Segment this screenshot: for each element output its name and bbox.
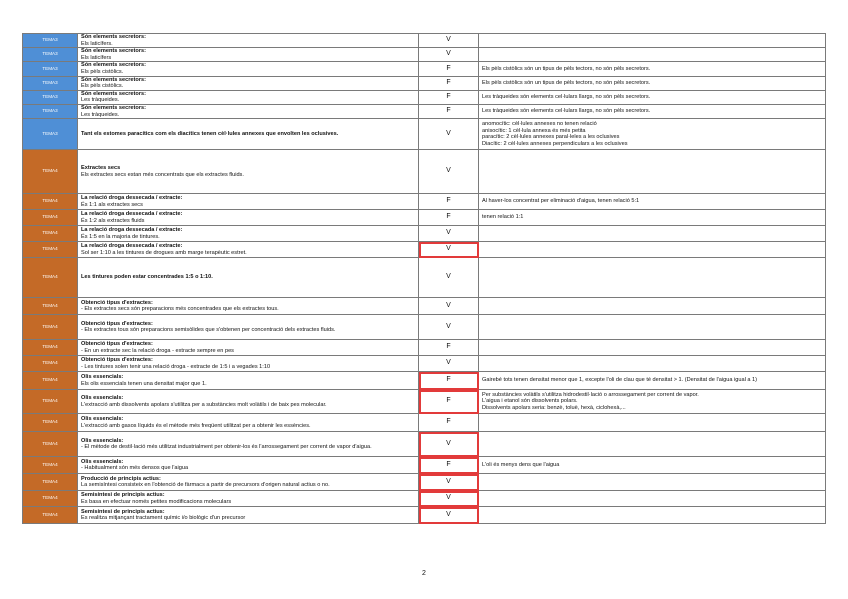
question-text: Els extractes secs estan més concentrats que els extractes fluids. [81,171,244,178]
answer-cell: F [419,414,479,432]
table-row [23,258,826,298]
explanation-cell [479,258,826,298]
answer-cell-highlighted: V [419,242,479,258]
explanation-cell [479,194,826,210]
question-heading: Obtenció tipus d'extractes: [81,299,153,306]
answer-cell: V [419,298,479,315]
question-cell [78,210,419,226]
explanation-cell [479,372,826,390]
topic-tag: TEMA4 [23,226,78,242]
table-row [23,34,826,48]
topic-tag: TEMA4 [23,432,78,457]
explanation-text: Les tràqueides són elements cel·lulars llargs, no són pèls secretors. [482,94,651,101]
table-row [23,62,826,76]
answer-cell: V [419,34,479,48]
question-cell [78,390,419,414]
question-cell [78,258,419,298]
answer-cell: V [419,356,479,372]
explanation-cell [479,150,826,194]
topic-tag: TEMA3 [23,104,78,118]
table-row [23,226,826,242]
explanation-text: L'aigua i etanol són dissolvents polars. [482,398,578,405]
question-text: Es realitza mitjançant tractament químic i/o biològic d'un precursor [81,515,246,522]
explanation-text: Per substàncies volàtils s'utilitza hidrodestil·lació o arrossegament per corrent de vapor. [482,391,699,398]
topic-tag: TEMA4 [23,414,78,432]
answer-cell: F [419,62,479,76]
explanation-text: anisocític: 1 cèl·lula annexa és més petita [482,127,586,134]
table-row [23,491,826,507]
question-heading: Semisíntesi de principis actius: [81,508,165,515]
explanation-cell [479,457,826,474]
explanation-text: paracític: 2 cèl·lules annexes paral·leles a les oclusives [482,134,620,141]
topic-tag: TEMA4 [23,298,78,315]
explanation-text: Les tràqueides són elements cel·lulars llargs, no són pèls secretors. [482,108,651,115]
question-cell [78,432,419,457]
explanation-text: Al haver-los concentrat per eliminació d'aigua, tenen relació 5:1 [482,198,640,205]
explanation-cell [479,242,826,258]
topic-tag: TEMA3 [23,48,78,62]
question-text: - En un extracte sec la relació droga - extracte sempre en pes [81,347,234,354]
question-text: Els laticífers [81,54,112,61]
question-cell [78,104,419,118]
table-row [23,457,826,474]
question-heading: Són elements secretors: [81,76,146,83]
answer-cell-highlighted: V [419,507,479,524]
answer-cell: F [419,340,479,356]
topic-tag: TEMA3 [23,119,78,150]
topic-tag: TEMA4 [23,258,78,298]
question-heading: Olis essencials: [81,437,124,444]
question-heading: Són elements secretors: [81,48,146,55]
explanation-cell [479,507,826,524]
question-heading: La relació droga dessecada / extracte: [81,227,183,234]
table-row [23,210,826,226]
question-text: - Habitualment són més densos que l'aigua [81,465,189,472]
question-cell [78,356,419,372]
explanation-text: Gairebé tots tenen densitat menor que 1, excepte l'oli de clau que té densitat > 1. (Densitat de l'aigua igual a 1) [482,377,758,384]
answer-cell-highlighted: F [419,390,479,414]
topic-tag: TEMA4 [23,315,78,340]
question-heading: Són elements secretors: [81,34,146,40]
topic-tag: TEMA4 [23,491,78,507]
explanation-cell [479,390,826,414]
table-row [23,372,826,390]
question-cell [78,315,419,340]
table-row [23,48,826,62]
topic-tag: TEMA4 [23,356,78,372]
table-row [23,119,826,150]
topic-tag: TEMA3 [23,34,78,48]
question-cell [78,372,419,390]
table-row [23,340,826,356]
question-heading: Olis essencials: [81,395,124,402]
question-heading: Olis essencials: [81,416,124,423]
table-row [23,315,826,340]
explanation-cell [479,90,826,104]
page-number: 2 [422,570,426,577]
question-text: Sol ser 1:10 a les tintures de drogues amb marge terapèutic estret. [81,249,247,256]
question-heading: Extractes secs [81,165,121,172]
question-text: La semisíntesi consisteix en l'obtenció de fàrmacs a partir de precursors d'origen natural actius o no. [81,482,330,489]
table-row [23,507,826,524]
question-text: Es basa en efectuar només petites modificacions moleculars [81,498,232,505]
topic-tag: TEMA4 [23,340,78,356]
explanation-cell [479,226,826,242]
quiz-table [22,33,826,524]
table-row [23,104,826,118]
explanation-cell [479,76,826,90]
question-text: L'extracció amb dissolvents apolars s'utilitza per a substàncies molt volàtils i de baix pes molecular. [81,401,327,408]
topic-tag: TEMA4 [23,474,78,491]
question-text: - Els extractes tous són preparacions semisòlides que s'obtenen per concentració dels extractes fluids. [81,327,336,334]
topic-tag: TEMA4 [23,242,78,258]
question-cell [78,150,419,194]
answer-cell-highlighted: V [419,432,479,457]
explanation-text: Diacític: 2 cèl·lules annexes perpendiculars a les oclusives [482,140,628,147]
question-cell [78,507,419,524]
explanation-cell [479,210,826,226]
question-cell [78,242,419,258]
explanation-text: Els pèls cistòlics són un tipus de pèls tectors, no són pèls secretors. [482,79,651,86]
question-cell [78,414,419,432]
topic-tag: TEMA4 [23,150,78,194]
explanation-text: Dissolvents apolars seria: benzè, toluè, hexà, ciclohexà,... [482,404,626,411]
question-text: És 1:2 als extractes fluids [81,217,145,224]
question-text: És 1:1 als extractes secs [81,201,143,208]
topic-tag: TEMA3 [23,76,78,90]
topic-tag: TEMA4 [23,210,78,226]
explanation-text: tenen relació 1:1 [482,214,524,221]
table-row [23,194,826,210]
answer-cell-highlighted: V [419,491,479,507]
topic-tag: TEMA4 [23,507,78,524]
answer-cell: V [419,119,479,150]
question-text: Les tràqueides. [81,97,120,104]
question-text: - Les tintures solen tenir una relació droga - extracte de 1:5 i a vegades 1:10 [81,363,271,370]
explanation-cell [479,62,826,76]
topic-tag: TEMA4 [23,372,78,390]
answer-cell-highlighted: F [419,372,479,390]
question-cell [78,340,419,356]
question-heading: Obtenció tipus d'extractes: [81,320,153,327]
question-text: Tant els estomes paracítics com els diacítics tenen cèl·lules annexes que envolten les oclusives. [81,130,339,137]
answer-cell: V [419,48,479,62]
explanation-cell [479,104,826,118]
question-text: L'extracció amb gasos líquids és el mètode més freqüent utilitzat per a obtenir les essències. [81,422,311,429]
question-heading: Olis essencials: [81,374,124,381]
question-heading: Obtenció tipus d'extractes: [81,357,153,364]
question-text: Les tintures poden estar concentrades 1:5 o 1:10. [81,274,213,281]
question-cell [78,457,419,474]
question-heading: Obtenció tipus d'extractes: [81,341,153,348]
answer-cell: V [419,258,479,298]
question-heading: Olis essencials: [81,458,124,465]
explanation-cell [479,34,826,48]
explanation-text: L'oli és menys dens que l'aigua [482,461,560,468]
question-cell [78,491,419,507]
question-heading: Són elements secretors: [81,104,146,111]
question-text: Les tràqueides. [81,111,120,118]
topic-tag: TEMA4 [23,390,78,414]
explanation-cell [479,298,826,315]
question-heading: Són elements secretors: [81,90,146,97]
explanation-cell [479,48,826,62]
explanation-cell [479,432,826,457]
table-row [23,150,826,194]
question-text: Els laticífers. [81,40,113,47]
answer-cell: V [419,226,479,242]
question-heading: Són elements secretors: [81,62,146,69]
question-heading: Producció de principis actius: [81,475,161,482]
explanation-cell [479,414,826,432]
question-cell [78,62,419,76]
question-cell [78,226,419,242]
answer-cell: F [419,210,479,226]
explanation-text: Els pèls cistòlics són un tipus de pèls tectors, no són pèls secretors. [482,65,651,72]
question-text: Els pèls cistòlics. [81,68,124,75]
question-cell [78,76,419,90]
question-heading: La relació droga dessecada / extracte: [81,195,183,202]
answer-cell-highlighted: F [419,457,479,474]
topic-tag: TEMA3 [23,62,78,76]
question-heading: La relació droga dessecada / extracte: [81,211,183,218]
answer-cell: V [419,150,479,194]
answer-cell-highlighted: V [419,474,479,491]
question-text: - Els extractes secs són preparacions més concentrades que els extractes tous. [81,306,279,313]
answer-cell: V [419,315,479,340]
question-cell [78,34,419,48]
question-cell [78,119,419,150]
question-heading: Semisíntesi de principis actius: [81,492,165,499]
question-cell [78,90,419,104]
explanation-cell [479,119,826,150]
topic-tag: TEMA4 [23,457,78,474]
table-row [23,356,826,372]
table-row [23,76,826,90]
question-cell [78,474,419,491]
quiz-table-body [23,34,826,524]
answer-cell: F [419,90,479,104]
table-row [23,242,826,258]
table-row [23,390,826,414]
explanation-cell [479,340,826,356]
question-text: Els pèls cistòlics. [81,83,124,90]
question-cell [78,298,419,315]
answer-cell: F [419,194,479,210]
table-row [23,414,826,432]
explanation-cell [479,315,826,340]
table-row [23,432,826,457]
table-row [23,90,826,104]
topic-tag: TEMA3 [23,90,78,104]
question-text: Els olis essencials tenen una densitat major que 1. [81,380,207,387]
explanation-text: anomocític: cèl·lules annexes no tenen relació [482,120,597,127]
explanation-cell [479,491,826,507]
answer-cell: F [419,76,479,90]
question-heading: La relació droga dessecada / extracte: [81,243,183,250]
question-cell [78,194,419,210]
question-text: - El mètode de destil·lació més utilitzat industrialment per obtenir-los és l'arrossegament per corrent de vapor d'aigua. [81,444,372,451]
explanation-cell [479,356,826,372]
explanation-cell [479,474,826,491]
question-cell [78,48,419,62]
question-text: És 1:5 en la majoria de tintures. [81,233,160,240]
answer-cell: F [419,104,479,118]
topic-tag: TEMA4 [23,194,78,210]
table-row [23,298,826,315]
table-row [23,474,826,491]
